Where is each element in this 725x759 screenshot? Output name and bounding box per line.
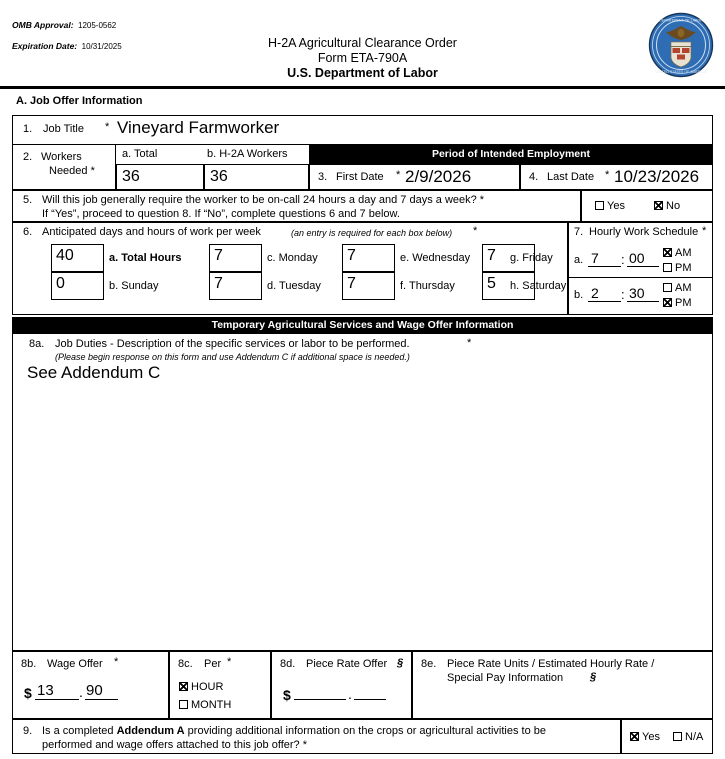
oncall-no-label: No <box>666 200 681 212</box>
first-date-required: * <box>396 169 401 181</box>
last-date-cell <box>520 164 713 190</box>
job-duties-value: See Addendum C <box>27 363 161 382</box>
schedule-end-pm-option[interactable] <box>663 297 692 309</box>
wage-per-label: Per <box>204 658 222 670</box>
wage-per-hour-label: HOUR <box>191 681 224 693</box>
addendum-a-text-bold: Addendum A <box>116 725 185 737</box>
oncall-no-checkbox[interactable] <box>654 201 663 210</box>
omb-approval-line <box>12 13 122 34</box>
job-duties-cell[interactable] <box>12 333 713 651</box>
oncall-yes-label: Yes <box>607 200 625 212</box>
schedule-start-pm-option[interactable] <box>663 262 692 274</box>
q6-value-box-b[interactable] <box>51 272 104 300</box>
piece-rate-dollars[interactable] <box>294 684 346 700</box>
q6-value-d: 7 <box>214 275 223 292</box>
schedule-start-pm-label: PM <box>675 262 692 274</box>
workers-needed-number: 2. <box>23 151 33 163</box>
q6-label-e: e. Wednesday <box>400 252 471 264</box>
addendum-a-number: 9. <box>23 725 33 737</box>
wage-per-required: * <box>227 656 232 668</box>
schedule-start-hour[interactable]: 7 <box>588 250 621 267</box>
workers-h2a-label: b. H-2A Workers <box>207 148 288 160</box>
q6-value-box-c[interactable] <box>209 244 262 272</box>
svg-text:UNITED STATES OF AMERICA: UNITED STATES OF AMERICA <box>655 70 707 74</box>
svg-text:DEPARTMENT OF LABOR: DEPARTMENT OF LABOR <box>659 18 703 23</box>
schedule-end-key: b. <box>574 289 584 301</box>
q6-label-g: g. Friday <box>510 252 553 264</box>
oncall-question-cell <box>12 190 581 222</box>
schedule-start-pm-checkbox[interactable] <box>663 263 672 272</box>
wage-offer-number: 8b. <box>21 658 37 670</box>
schedule-end-minute[interactable]: 30 <box>627 285 659 302</box>
workers-total-value-cell[interactable] <box>116 164 204 190</box>
first-date-number: 3. <box>318 171 328 183</box>
first-date-cell <box>309 164 520 190</box>
workers-needed-label-cell <box>12 145 116 190</box>
schedule-end-hour[interactable]: 2 <box>588 285 621 302</box>
q6-label-b: b. Sunday <box>109 280 159 292</box>
oncall-no-option[interactable] <box>654 200 680 212</box>
piece-rate-units-label-line1: Piece Rate Units / Estimated Hourly Rate / <box>447 658 655 670</box>
q6-value-a: 40 <box>56 247 74 264</box>
piece-rate-separator: . <box>348 686 352 702</box>
schedule-start-row: a. 7 : 00 AM PM <box>569 243 712 278</box>
dol-seal-icon <box>648 12 714 78</box>
workers-total-value: 36 <box>122 168 140 185</box>
q6-value-f: 7 <box>347 275 356 292</box>
job-duties-number: 8a. <box>29 338 45 350</box>
last-date-required: * <box>605 169 610 181</box>
hourly-schedule-number: 7. <box>574 226 584 238</box>
workers-total-header <box>116 145 204 165</box>
addendum-a-text-line1 <box>42 725 546 737</box>
job-duties-required: * <box>467 337 472 349</box>
oncall-number: 5. <box>23 194 33 206</box>
workers-h2a-header <box>204 145 309 165</box>
period-banner: Period of Intended Employment <box>309 145 713 164</box>
wage-per-number: 8c. <box>178 658 193 670</box>
hourly-schedule-label: Hourly Work Schedule <box>589 226 699 238</box>
first-date-value[interactable]: 2/9/2026 <box>405 167 472 186</box>
piece-rate-offer-cell <box>271 651 412 719</box>
addendum-a-required: * <box>302 739 307 751</box>
q6-value-box-f[interactable] <box>342 272 395 300</box>
q6-label-c: c. Monday <box>267 252 318 264</box>
q6-value-h: 5 <box>487 275 496 292</box>
piece-rate-label: Piece Rate Offer <box>306 658 388 670</box>
wage-per-hour-option[interactable] <box>179 681 223 693</box>
addendum-a-text-b: providing additional information on the crops or agricultural activities to be <box>184 725 546 737</box>
wage-per-month-option[interactable] <box>179 699 231 711</box>
piece-rate-units-label-line2: Special Pay Information <box>447 672 564 684</box>
addendum-a-na-checkbox[interactable] <box>673 732 682 741</box>
q6-label-a: a. Total Hours <box>109 252 182 264</box>
workers-total-label: a. Total <box>122 148 158 160</box>
piece-rate-units-symbol: § <box>590 671 597 683</box>
addendum-a-text-a: Is a completed <box>42 725 117 737</box>
job-title-required: * <box>105 121 110 133</box>
schedule-start-key: a. <box>574 254 584 266</box>
schedule-start-am-label: AM <box>675 247 692 259</box>
omb-expiration-label: Expiration Date: <box>12 41 78 52</box>
days-hours-label: Anticipated days and hours of work per week <box>42 226 261 238</box>
form-title-line3: U.S. Department of Labor <box>287 66 438 80</box>
section-a-heading: A. Job Offer Information <box>16 95 143 107</box>
wage-offer-currency: $ <box>24 685 32 701</box>
q6-value-box-d[interactable] <box>209 272 262 300</box>
job-duties-label: Job Duties - Description of the specific services or labor to be performed. <box>55 338 410 350</box>
piece-rate-symbol: § <box>397 657 404 669</box>
oncall-text-line2: If “Yes”, proceed to question 8. If “No”, complete questions 6 and 7 below. <box>42 208 400 220</box>
workers-h2a-value-cell[interactable] <box>204 164 309 190</box>
wage-per-cell <box>169 651 271 719</box>
hourly-schedule-required: * <box>702 225 707 237</box>
wage-per-hour-checkbox[interactable] <box>179 682 188 691</box>
wage-per-month-label: MONTH <box>191 699 232 711</box>
q6-value-box-a[interactable] <box>51 244 104 272</box>
q6-label-h: h. Saturday <box>510 280 567 292</box>
piece-rate-cents[interactable] <box>354 684 386 700</box>
workers-h2a-value: 36 <box>210 168 228 185</box>
q6-label-d: d. Tuesday <box>267 280 321 292</box>
piece-rate-number: 8d. <box>280 658 296 670</box>
piece-rate-units-cell[interactable] <box>412 651 713 719</box>
job-title-row <box>12 115 713 145</box>
q6-value-g: 7 <box>487 247 496 264</box>
oncall-text-line1: Will this job generally require the worker to be on-call 24 hours a day and 7 days a week? * <box>42 194 485 206</box>
wage-offer-label: Wage Offer <box>47 658 103 670</box>
addendum-a-text-c: performed and wage offers attached to this job offer? <box>42 739 300 751</box>
days-hours-cell <box>12 222 568 315</box>
schedule-start-minute[interactable]: 00 <box>627 250 659 267</box>
addendum-a-text-line2 <box>42 739 307 751</box>
wage-per-month-checkbox[interactable] <box>179 700 188 709</box>
wage-offer-cents[interactable]: 90 <box>85 682 118 700</box>
addendum-a-na-option[interactable] <box>673 731 703 743</box>
omb-approval-label: OMB Approval: <box>12 20 74 30</box>
form-title-line1: H-2A Agricultural Clearance Order <box>268 36 457 50</box>
schedule-start-am-checkbox[interactable] <box>663 248 672 257</box>
wage-offer-separator: . <box>79 684 83 700</box>
schedule-end-am-label: AM <box>675 282 692 294</box>
addendum-a-na-label: N/A <box>685 731 704 743</box>
schedule-end-pm-checkbox[interactable] <box>663 298 672 307</box>
wage-offer-dollars[interactable]: 13 <box>35 682 79 700</box>
wage-section-banner: Temporary Agricultural Services and Wage Offer Information <box>12 317 713 333</box>
oncall-yes-option[interactable] <box>595 200 625 212</box>
oncall-yes-checkbox[interactable] <box>595 201 604 210</box>
job-title-value[interactable]: Vineyard Farmworker <box>117 118 280 137</box>
hourly-schedule-cell <box>568 222 713 315</box>
q6-value-b: 0 <box>56 275 65 292</box>
wage-offer-required: * <box>114 656 119 668</box>
addendum-a-yes-label: Yes <box>642 731 660 743</box>
piece-rate-currency: $ <box>283 687 291 703</box>
piece-rate-units-number: 8e. <box>421 658 437 670</box>
q6-value-box-e[interactable] <box>342 244 395 272</box>
schedule-end-pm-label: PM <box>675 297 692 309</box>
q6-value-c: 7 <box>214 247 223 264</box>
addendum-a-answer-cell <box>621 719 713 754</box>
schedule-end-row: b. 2 : 30 AM PM <box>574 282 692 309</box>
oncall-answer-cell <box>581 190 713 222</box>
job-title-number: 1. <box>23 123 33 135</box>
addendum-a-yes-option[interactable] <box>630 731 660 743</box>
job-duties-note: (Please begin response on this form and use Addendum C if additional space is needed.) <box>55 352 410 362</box>
omb-expiration-value: 10/31/2025 <box>81 42 122 52</box>
last-date-number: 4. <box>529 171 539 183</box>
form-title-line2: Form ETA-790A <box>317 51 408 65</box>
schedule-start-am-option[interactable] <box>663 247 692 259</box>
wage-offer-cell <box>12 651 169 719</box>
omb-approval-value: 1205-0562 <box>78 21 117 30</box>
q6-value-e: 7 <box>347 247 356 264</box>
days-hours-required: * <box>473 225 478 237</box>
addendum-a-question-cell <box>12 719 621 754</box>
last-date-value[interactable]: 10/23/2026 <box>614 167 700 186</box>
job-title-label: Job Title <box>43 123 84 135</box>
q6-label-f: f. Thursday <box>400 280 455 292</box>
workers-needed-label-line1: Workers <box>41 151 82 163</box>
workers-needed-label-line2: Needed * <box>49 165 95 177</box>
days-hours-number: 6. <box>23 226 33 238</box>
days-hours-note: (an entry is required for each box below) <box>291 228 453 238</box>
last-date-label: Last Date <box>547 171 595 183</box>
addendum-a-yes-checkbox[interactable] <box>630 732 639 741</box>
first-date-label: First Date <box>336 171 384 183</box>
header-divider <box>0 86 725 89</box>
schedule-end-am-checkbox[interactable] <box>663 283 672 292</box>
schedule-end-am-option[interactable] <box>663 282 692 294</box>
form-title-block <box>0 36 725 81</box>
